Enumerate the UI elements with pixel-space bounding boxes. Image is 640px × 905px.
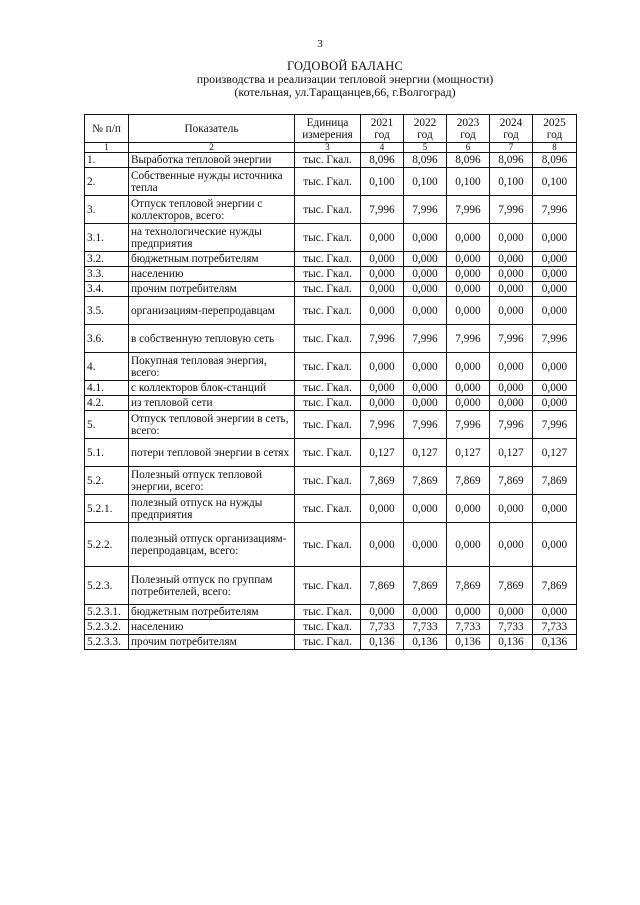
row-value: 0,000 <box>533 605 577 620</box>
row-number: 5.2.3. <box>85 567 129 605</box>
row-unit: тыс. Гкал. <box>295 605 361 620</box>
row-indicator: бюджетным потребителям <box>129 252 295 267</box>
column-number: 1 <box>85 143 129 153</box>
table-row <box>85 267 577 282</box>
table-row <box>85 467 577 495</box>
row-number: 4.2. <box>85 396 129 411</box>
row-value: 7,996 <box>404 411 447 439</box>
table-row <box>85 495 577 523</box>
row-value: 0,000 <box>490 252 533 267</box>
row-value: 0,000 <box>533 353 577 381</box>
row-value: 0,100 <box>447 168 490 196</box>
row-number: 3.3. <box>85 267 129 282</box>
row-value: 0,127 <box>404 439 447 467</box>
row-value: 0,000 <box>404 353 447 381</box>
table-row <box>85 523 577 567</box>
row-value: 7,869 <box>361 467 404 495</box>
row-unit: тыс. Гкал. <box>295 282 361 297</box>
row-indicator: Полезный отпуск по группам потребителей, всего: <box>129 567 295 605</box>
row-value: 8,096 <box>447 153 490 168</box>
header-year-2023: 2023 год <box>447 115 490 143</box>
row-unit: тыс. Гкал. <box>295 168 361 196</box>
row-value: 0,000 <box>404 297 447 325</box>
row-indicator: организациям-перепродавцам <box>129 297 295 325</box>
row-value: 0,000 <box>361 224 404 252</box>
row-value: 7,869 <box>447 567 490 605</box>
row-value: 0,000 <box>361 267 404 282</box>
header-year-2024: 2024 год <box>490 115 533 143</box>
row-number: 5.2.3.2. <box>85 620 129 635</box>
row-value: 0,000 <box>447 297 490 325</box>
row-unit: тыс. Гкал. <box>295 325 361 353</box>
row-value: 0,000 <box>361 297 404 325</box>
row-value: 7,733 <box>361 620 404 635</box>
row-unit: тыс. Гкал. <box>295 267 361 282</box>
table-row <box>85 297 577 325</box>
row-value: 7,996 <box>404 325 447 353</box>
column-number: 6 <box>447 143 490 153</box>
row-value: 0,000 <box>447 353 490 381</box>
row-unit: тыс. Гкал. <box>295 467 361 495</box>
row-value: 0,000 <box>490 224 533 252</box>
row-indicator: населению <box>129 620 295 635</box>
row-value: 0,100 <box>533 168 577 196</box>
row-value: 7,733 <box>447 620 490 635</box>
table-row <box>85 153 577 168</box>
column-number: 4 <box>361 143 404 153</box>
row-value: 7,996 <box>361 325 404 353</box>
row-value: 0,127 <box>490 439 533 467</box>
row-value: 0,100 <box>490 168 533 196</box>
row-indicator: бюджетным потребителям <box>129 605 295 620</box>
row-unit: тыс. Гкал. <box>295 567 361 605</box>
column-number: 2 <box>129 143 295 153</box>
row-number: 3. <box>85 196 129 224</box>
row-value: 7,869 <box>490 567 533 605</box>
row-value: 7,733 <box>404 620 447 635</box>
row-indicator: населению <box>129 267 295 282</box>
row-value: 7,996 <box>361 196 404 224</box>
row-number: 5.2.2. <box>85 523 129 567</box>
row-value: 7,869 <box>533 467 577 495</box>
table-row <box>85 381 577 396</box>
row-unit: тыс. Гкал. <box>295 495 361 523</box>
row-value: 0,000 <box>361 495 404 523</box>
table-row <box>85 411 577 439</box>
row-value: 0,000 <box>490 267 533 282</box>
header-indicator: Показатель <box>129 115 295 143</box>
row-value: 0,000 <box>447 495 490 523</box>
row-value: 0,000 <box>447 252 490 267</box>
row-indicator: Полезный отпуск тепловой энергии, всего: <box>129 467 295 495</box>
row-value: 0,000 <box>533 297 577 325</box>
row-value: 8,096 <box>533 153 577 168</box>
row-value: 0,000 <box>533 252 577 267</box>
row-value: 0,100 <box>404 168 447 196</box>
row-number: 5. <box>85 411 129 439</box>
column-number: 8 <box>533 143 577 153</box>
header-year-2021: 2021 год <box>361 115 404 143</box>
row-indicator: прочим потребителям <box>129 635 295 650</box>
row-unit: тыс. Гкал. <box>295 153 361 168</box>
row-value: 7,869 <box>404 567 447 605</box>
table-row <box>85 282 577 297</box>
row-value: 7,996 <box>533 325 577 353</box>
row-value: 0,000 <box>533 495 577 523</box>
row-value: 7,869 <box>533 567 577 605</box>
row-value: 0,000 <box>490 495 533 523</box>
row-value: 0,000 <box>404 396 447 411</box>
row-unit: тыс. Гкал. <box>295 381 361 396</box>
row-value: 7,996 <box>490 196 533 224</box>
row-number: 4. <box>85 353 129 381</box>
table-row <box>85 224 577 252</box>
row-number: 5.2.1. <box>85 495 129 523</box>
row-number: 5.2.3.1. <box>85 605 129 620</box>
header-unit: Единица измерения <box>295 115 361 143</box>
row-value: 7,996 <box>490 411 533 439</box>
row-number: 3.1. <box>85 224 129 252</box>
row-value: 0,000 <box>361 353 404 381</box>
row-unit: тыс. Гкал. <box>295 252 361 267</box>
row-value: 0,000 <box>404 381 447 396</box>
document-title <box>40 60 640 99</box>
table-row <box>85 439 577 467</box>
row-number: 3.4. <box>85 282 129 297</box>
table-header-row <box>85 115 577 143</box>
row-value: 0,136 <box>404 635 447 650</box>
row-unit: тыс. Гкал. <box>295 396 361 411</box>
row-value: 0,136 <box>490 635 533 650</box>
row-number: 3.5. <box>85 297 129 325</box>
row-indicator: потери тепловой энергии в сетях <box>129 439 295 467</box>
row-number: 1. <box>85 153 129 168</box>
row-value: 0,000 <box>447 605 490 620</box>
column-number: 3 <box>295 143 361 153</box>
row-value: 7,996 <box>404 196 447 224</box>
row-value: 0,100 <box>361 168 404 196</box>
row-number: 5.2.3.3. <box>85 635 129 650</box>
row-indicator: Покупная тепловая энергия, всего: <box>129 353 295 381</box>
row-number: 4.1. <box>85 381 129 396</box>
row-value: 0,000 <box>447 523 490 567</box>
row-value: 7,996 <box>361 411 404 439</box>
row-value: 7,996 <box>533 411 577 439</box>
row-value: 0,000 <box>447 224 490 252</box>
row-value: 0,000 <box>361 523 404 567</box>
row-value: 0,000 <box>533 282 577 297</box>
row-value: 0,000 <box>404 252 447 267</box>
row-value: 8,096 <box>404 153 447 168</box>
row-unit: тыс. Гкал. <box>295 635 361 650</box>
row-value: 0,127 <box>361 439 404 467</box>
row-value: 0,000 <box>404 495 447 523</box>
header-year-2025: 2025 год <box>533 115 577 143</box>
page-number: 3 <box>317 38 323 50</box>
row-value: 0,000 <box>404 224 447 252</box>
table-row <box>85 396 577 411</box>
row-indicator: Отпуск тепловой энергии в сеть, всего: <box>129 411 295 439</box>
row-value: 0,000 <box>533 267 577 282</box>
row-value: 0,000 <box>533 381 577 396</box>
row-value: 0,127 <box>447 439 490 467</box>
row-value: 8,096 <box>361 153 404 168</box>
row-indicator: Собственные нужды источника тепла <box>129 168 295 196</box>
row-number: 3.2. <box>85 252 129 267</box>
table-row <box>85 196 577 224</box>
row-value: 0,136 <box>361 635 404 650</box>
row-value: 7,869 <box>490 467 533 495</box>
header-num: № п/п <box>85 115 129 143</box>
row-value: 0,136 <box>533 635 577 650</box>
row-value: 0,000 <box>490 282 533 297</box>
row-number: 5.2. <box>85 467 129 495</box>
row-unit: тыс. Гкал. <box>295 439 361 467</box>
title-location: (котельная, ул.Таращанцев,66, г.Волгоград) <box>234 85 456 99</box>
row-value: 7,996 <box>447 196 490 224</box>
row-value: 7,869 <box>404 467 447 495</box>
title-subtitle: производства и реализации тепловой энергии (мощности) <box>196 72 494 86</box>
row-value: 0,000 <box>490 297 533 325</box>
row-indicator: на технологические нужды предприятия <box>129 224 295 252</box>
row-value: 0,000 <box>533 523 577 567</box>
header-year-2022: 2022 год <box>404 115 447 143</box>
row-value: 0,127 <box>533 439 577 467</box>
row-value: 0,000 <box>490 396 533 411</box>
row-value: 7,996 <box>447 411 490 439</box>
row-value: 0,000 <box>447 381 490 396</box>
column-number-row <box>85 143 577 153</box>
table-row <box>85 620 577 635</box>
row-number: 3.6. <box>85 325 129 353</box>
row-value: 0,000 <box>490 353 533 381</box>
row-value: 7,996 <box>490 325 533 353</box>
column-number: 5 <box>404 143 447 153</box>
table-row <box>85 605 577 620</box>
row-indicator: Отпуск тепловой энергии с коллекторов, всего: <box>129 196 295 224</box>
row-value: 0,000 <box>447 267 490 282</box>
row-value: 0,000 <box>361 605 404 620</box>
row-indicator: с коллекторов блок-станций <box>129 381 295 396</box>
row-value: 0,000 <box>404 282 447 297</box>
row-value: 0,000 <box>404 267 447 282</box>
title-main: ГОДОВОЙ БАЛАНС <box>286 59 404 73</box>
row-indicator: полезный отпуск организациям-перепродавцам, всего: <box>129 523 295 567</box>
row-unit: тыс. Гкал. <box>295 196 361 224</box>
row-indicator: полезный отпуск на нужды предприятия <box>129 495 295 523</box>
row-value: 0,000 <box>361 252 404 267</box>
row-value: 0,000 <box>533 224 577 252</box>
table-row <box>85 635 577 650</box>
row-unit: тыс. Гкал. <box>295 411 361 439</box>
row-indicator: из тепловой сети <box>129 396 295 411</box>
row-value: 0,000 <box>404 523 447 567</box>
row-unit: тыс. Гкал. <box>295 523 361 567</box>
row-value: 0,000 <box>533 396 577 411</box>
balance-table <box>84 114 577 650</box>
row-unit: тыс. Гкал. <box>295 353 361 381</box>
row-value: 0,000 <box>404 605 447 620</box>
row-value: 0,000 <box>361 282 404 297</box>
row-unit: тыс. Гкал. <box>295 224 361 252</box>
row-value: 7,996 <box>447 325 490 353</box>
row-indicator: Выработка тепловой энергии <box>129 153 295 168</box>
table-row <box>85 353 577 381</box>
row-value: 7,869 <box>361 567 404 605</box>
row-number: 5.1. <box>85 439 129 467</box>
row-value: 7,996 <box>533 196 577 224</box>
table-row <box>85 168 577 196</box>
row-value: 0,000 <box>490 381 533 396</box>
row-value: 0,000 <box>447 396 490 411</box>
row-value: 0,000 <box>490 605 533 620</box>
row-value: 0,000 <box>447 282 490 297</box>
row-value: 0,000 <box>490 523 533 567</box>
row-value: 8,096 <box>490 153 533 168</box>
table-row <box>85 252 577 267</box>
column-number: 7 <box>490 143 533 153</box>
row-value: 0,000 <box>361 381 404 396</box>
row-indicator: прочим потребителям <box>129 282 295 297</box>
row-unit: тыс. Гкал. <box>295 297 361 325</box>
table-row <box>85 325 577 353</box>
row-value: 0,000 <box>361 396 404 411</box>
table-row <box>85 567 577 605</box>
row-value: 7,869 <box>447 467 490 495</box>
row-unit: тыс. Гкал. <box>295 620 361 635</box>
row-indicator: в собственную тепловую сеть <box>129 325 295 353</box>
table-body <box>85 153 577 650</box>
row-value: 7,733 <box>533 620 577 635</box>
row-value: 7,733 <box>490 620 533 635</box>
row-value: 0,136 <box>447 635 490 650</box>
row-number: 2. <box>85 168 129 196</box>
